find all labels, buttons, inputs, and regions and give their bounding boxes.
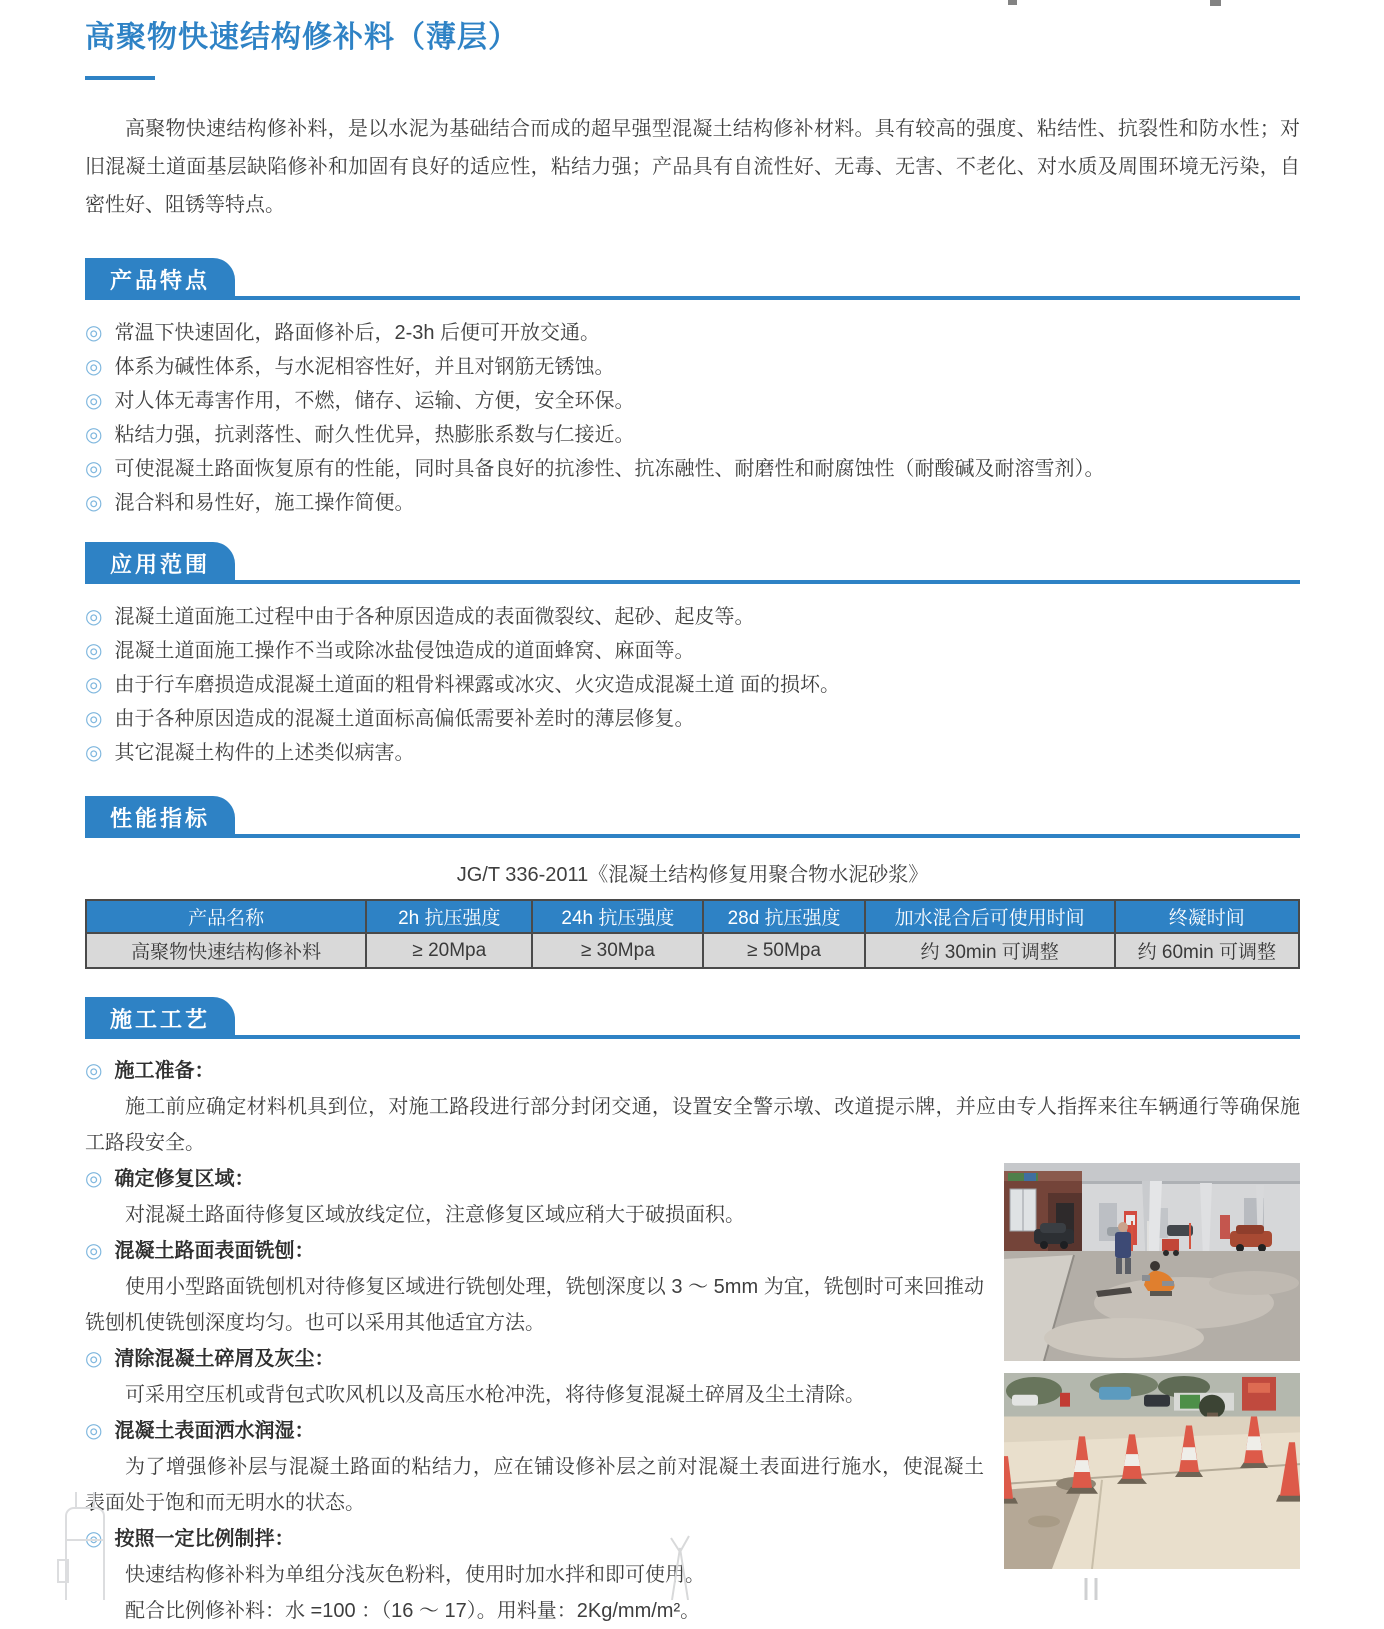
process-first-step [85, 1053, 1300, 1161]
page-top-fragment [1008, 0, 1017, 5]
bullet-icon: ◎ [85, 606, 103, 628]
bullet-item [85, 668, 1300, 702]
table-cell: ≥ 20Mpa [366, 933, 532, 968]
step-label-text: 混凝土路面表面铣刨： [114, 1240, 315, 1262]
step-label [85, 1413, 984, 1449]
bullet-text: 由于各种原因造成的混凝土道面标高偏低需要补差时的薄层修复。 [114, 708, 695, 730]
performance-table [85, 899, 1300, 969]
step-label [85, 1521, 984, 1557]
bullet-item [85, 702, 1300, 736]
bullet-item [85, 634, 1300, 668]
construction-photo-2 [1004, 1373, 1300, 1569]
step-body-text: 为了增强修补层与混凝土路面的粘结力，应在铺设修补层之前对混凝土表面进行施水，使混凝土表面处于饱和而无明水的状态。 [85, 1456, 984, 1514]
table-cell: ≥ 50Mpa [703, 933, 864, 968]
bullet-icon: ◎ [85, 674, 103, 696]
photo-traffic-cones-illustration [1004, 1373, 1300, 1569]
step-body-text: 配合比例修补料：水 =100 ：（16 ～ 17）。用料量：2Kg/mm/m²。 [125, 1600, 701, 1622]
bullet-icon: ◎ [85, 356, 103, 378]
step-body-text: 对混凝土路面待修复区域放线定位，注意修复区域应稍大于破损面积。 [125, 1204, 745, 1226]
table-header-cell: 产品名称 [86, 900, 366, 933]
process-rest [85, 1161, 1300, 1629]
perf-table-data-row [86, 933, 1299, 968]
intro-paragraph: 高聚物快速结构修补料，是以水泥为基础结合而成的超早强型混凝土结构修补材料。具有较高的强度、粘结性、抗裂性和防水性；对旧混凝土道面基层缺陷修补和加固有良好的适应性，粘结力强；产品具有自流性好、无毒、无害、不老化、对水质及周围环境无污染，自密性好、阻锈等特点。 [85, 118, 1300, 216]
bullet-item [85, 350, 1300, 384]
table-header-cell: 24h 抗压强度 [532, 900, 703, 933]
table-cell: 高聚物快速结构修补料 [86, 933, 366, 968]
table-cell: 约 60min 可调整 [1115, 933, 1299, 968]
construction-photo-1 [1004, 1163, 1300, 1361]
bullet-item [85, 316, 1300, 350]
bullet-icon: ◎ [85, 1420, 103, 1442]
bullet-icon: ◎ [85, 708, 103, 730]
step-label-text: 施工准备： [114, 1060, 215, 1082]
bullet-icon: ◎ [85, 1168, 103, 1190]
bullet-icon: ◎ [85, 640, 103, 662]
step-label [85, 1161, 984, 1197]
section-badge-applications: 应用范围 [85, 542, 235, 584]
section-rule [85, 296, 1300, 300]
step-label-text: 按照一定比例制拌： [114, 1528, 295, 1550]
bullet-icon: ◎ [85, 322, 103, 344]
bullet-text: 常温下快速固化，路面修补后，2-3h 后便可开放交通。 [114, 322, 601, 344]
bullet-icon: ◎ [85, 1060, 103, 1082]
section-badge-performance: 性能指标 [85, 796, 235, 838]
section-header-performance [85, 796, 1300, 838]
step-label [85, 1341, 984, 1377]
bullet-icon: ◎ [85, 1240, 103, 1262]
bullet-item [85, 486, 1300, 520]
bullet-icon: ◎ [85, 1528, 103, 1550]
section-badge-features: 产品特点 [85, 258, 235, 300]
table-cell: 约 30min 可调整 [865, 933, 1115, 968]
bullet-text: 粘结力强，抗剥落性、耐久性优异，热膨胀系数与仁接近。 [114, 424, 635, 446]
perf-table-header-row [86, 900, 1299, 933]
section-header-process [85, 997, 1300, 1039]
bullet-text: 可使混凝土路面恢复原有的性能，同时具备良好的抗渗性、抗冻融性、耐磨性和耐腐蚀性（耐酸碱及耐溶雪剂）。 [114, 458, 1105, 480]
table-cell: ≥ 30Mpa [532, 933, 703, 968]
process-photos [1004, 1163, 1300, 1581]
table-header-cell: 28d 抗压强度 [703, 900, 864, 933]
standard-caption: JG/T 336-2011《混凝土结构修复用聚合物水泥砂浆》 [456, 864, 929, 886]
bullet-text: 混凝土道面施工操作不当或除冰盐侵蚀造成的道面蜂窝、麻面等。 [114, 640, 695, 662]
applications-list [85, 600, 1300, 770]
page-title: 高聚物快速结构修补料（薄层） [85, 21, 519, 54]
step-label [85, 1053, 1300, 1089]
section-header-features [85, 258, 1300, 300]
page-top-fragment [1210, 0, 1221, 6]
section-rule [85, 580, 1300, 584]
photo-repair-work-illustration [1004, 1163, 1300, 1361]
step-label-text: 清除混凝土碎屑及灰尘： [114, 1348, 335, 1370]
step-body-text: 施工前应确定材料机具到位，对施工路段进行部分封闭交通，设置安全警示墩、改道提示牌，并应由专人指挥来往车辆通行等确保施工路段安全。 [85, 1096, 1300, 1154]
bullet-icon: ◎ [85, 742, 103, 764]
step-body-text: 使用小型路面铣刨机对待修复区域进行铣刨处理，铣刨深度以 3 ～ 5mm 为宜，铣刨时可来回推动铣刨机使铣刨深度均匀。也可以采用其他适宜方法。 [85, 1276, 984, 1334]
process-step [85, 1053, 1300, 1161]
bullet-item [85, 418, 1300, 452]
bullet-text: 其它混凝土构件的上述类似病害。 [114, 742, 415, 764]
bullet-text: 混合料和易性好，施工操作简便。 [114, 492, 415, 514]
section-badge-process: 施工工艺 [85, 997, 235, 1039]
table-header-cell: 2h 抗压强度 [366, 900, 532, 933]
step-label-text: 确定修复区域： [114, 1168, 255, 1190]
section-rule [85, 834, 1300, 838]
bullet-item [85, 384, 1300, 418]
bullet-text: 由于行车磨损造成混凝土道面的粗骨料裸露或冰灾、火灾造成混凝土道 面的损坏。 [114, 674, 841, 696]
bullet-item [85, 452, 1300, 486]
bullet-item [85, 600, 1300, 634]
bullet-icon: ◎ [85, 424, 103, 446]
bullet-icon: ◎ [85, 458, 103, 480]
step-label-text: 混凝土表面洒水润湿： [114, 1420, 315, 1442]
bullet-text: 混凝土道面施工过程中由于各种原因造成的表面微裂纹、起砂、起皮等。 [114, 606, 755, 628]
step-label [85, 1233, 984, 1269]
step-body-text: 快速结构修补料为单组分浅灰色粉料，使用时加水拌和即可使用。 [125, 1564, 705, 1586]
features-list [85, 316, 1300, 520]
title-underline [85, 76, 155, 80]
step-body-text: 可采用空压机或背包式吹风机以及高压水枪冲洗，将待修复混凝土碎屑及尘土清除。 [125, 1384, 865, 1406]
section-rule [85, 1035, 1300, 1039]
bullet-icon: ◎ [85, 390, 103, 412]
bullet-icon: ◎ [85, 492, 103, 514]
bullet-item [85, 736, 1300, 770]
bullet-text: 对人体无毒害作用，不燃，储存、运输、方便，安全环保。 [114, 390, 635, 412]
section-header-applications [85, 542, 1300, 584]
bullet-text: 体系为碱性体系，与水泥相容性好，并且对钢筋无锈蚀。 [114, 356, 615, 378]
table-header-cell: 加水混合后可使用时间 [865, 900, 1115, 933]
bullet-icon: ◎ [85, 1348, 103, 1370]
table-header-cell: 终凝时间 [1115, 900, 1299, 933]
process-flow [85, 1053, 1300, 1629]
